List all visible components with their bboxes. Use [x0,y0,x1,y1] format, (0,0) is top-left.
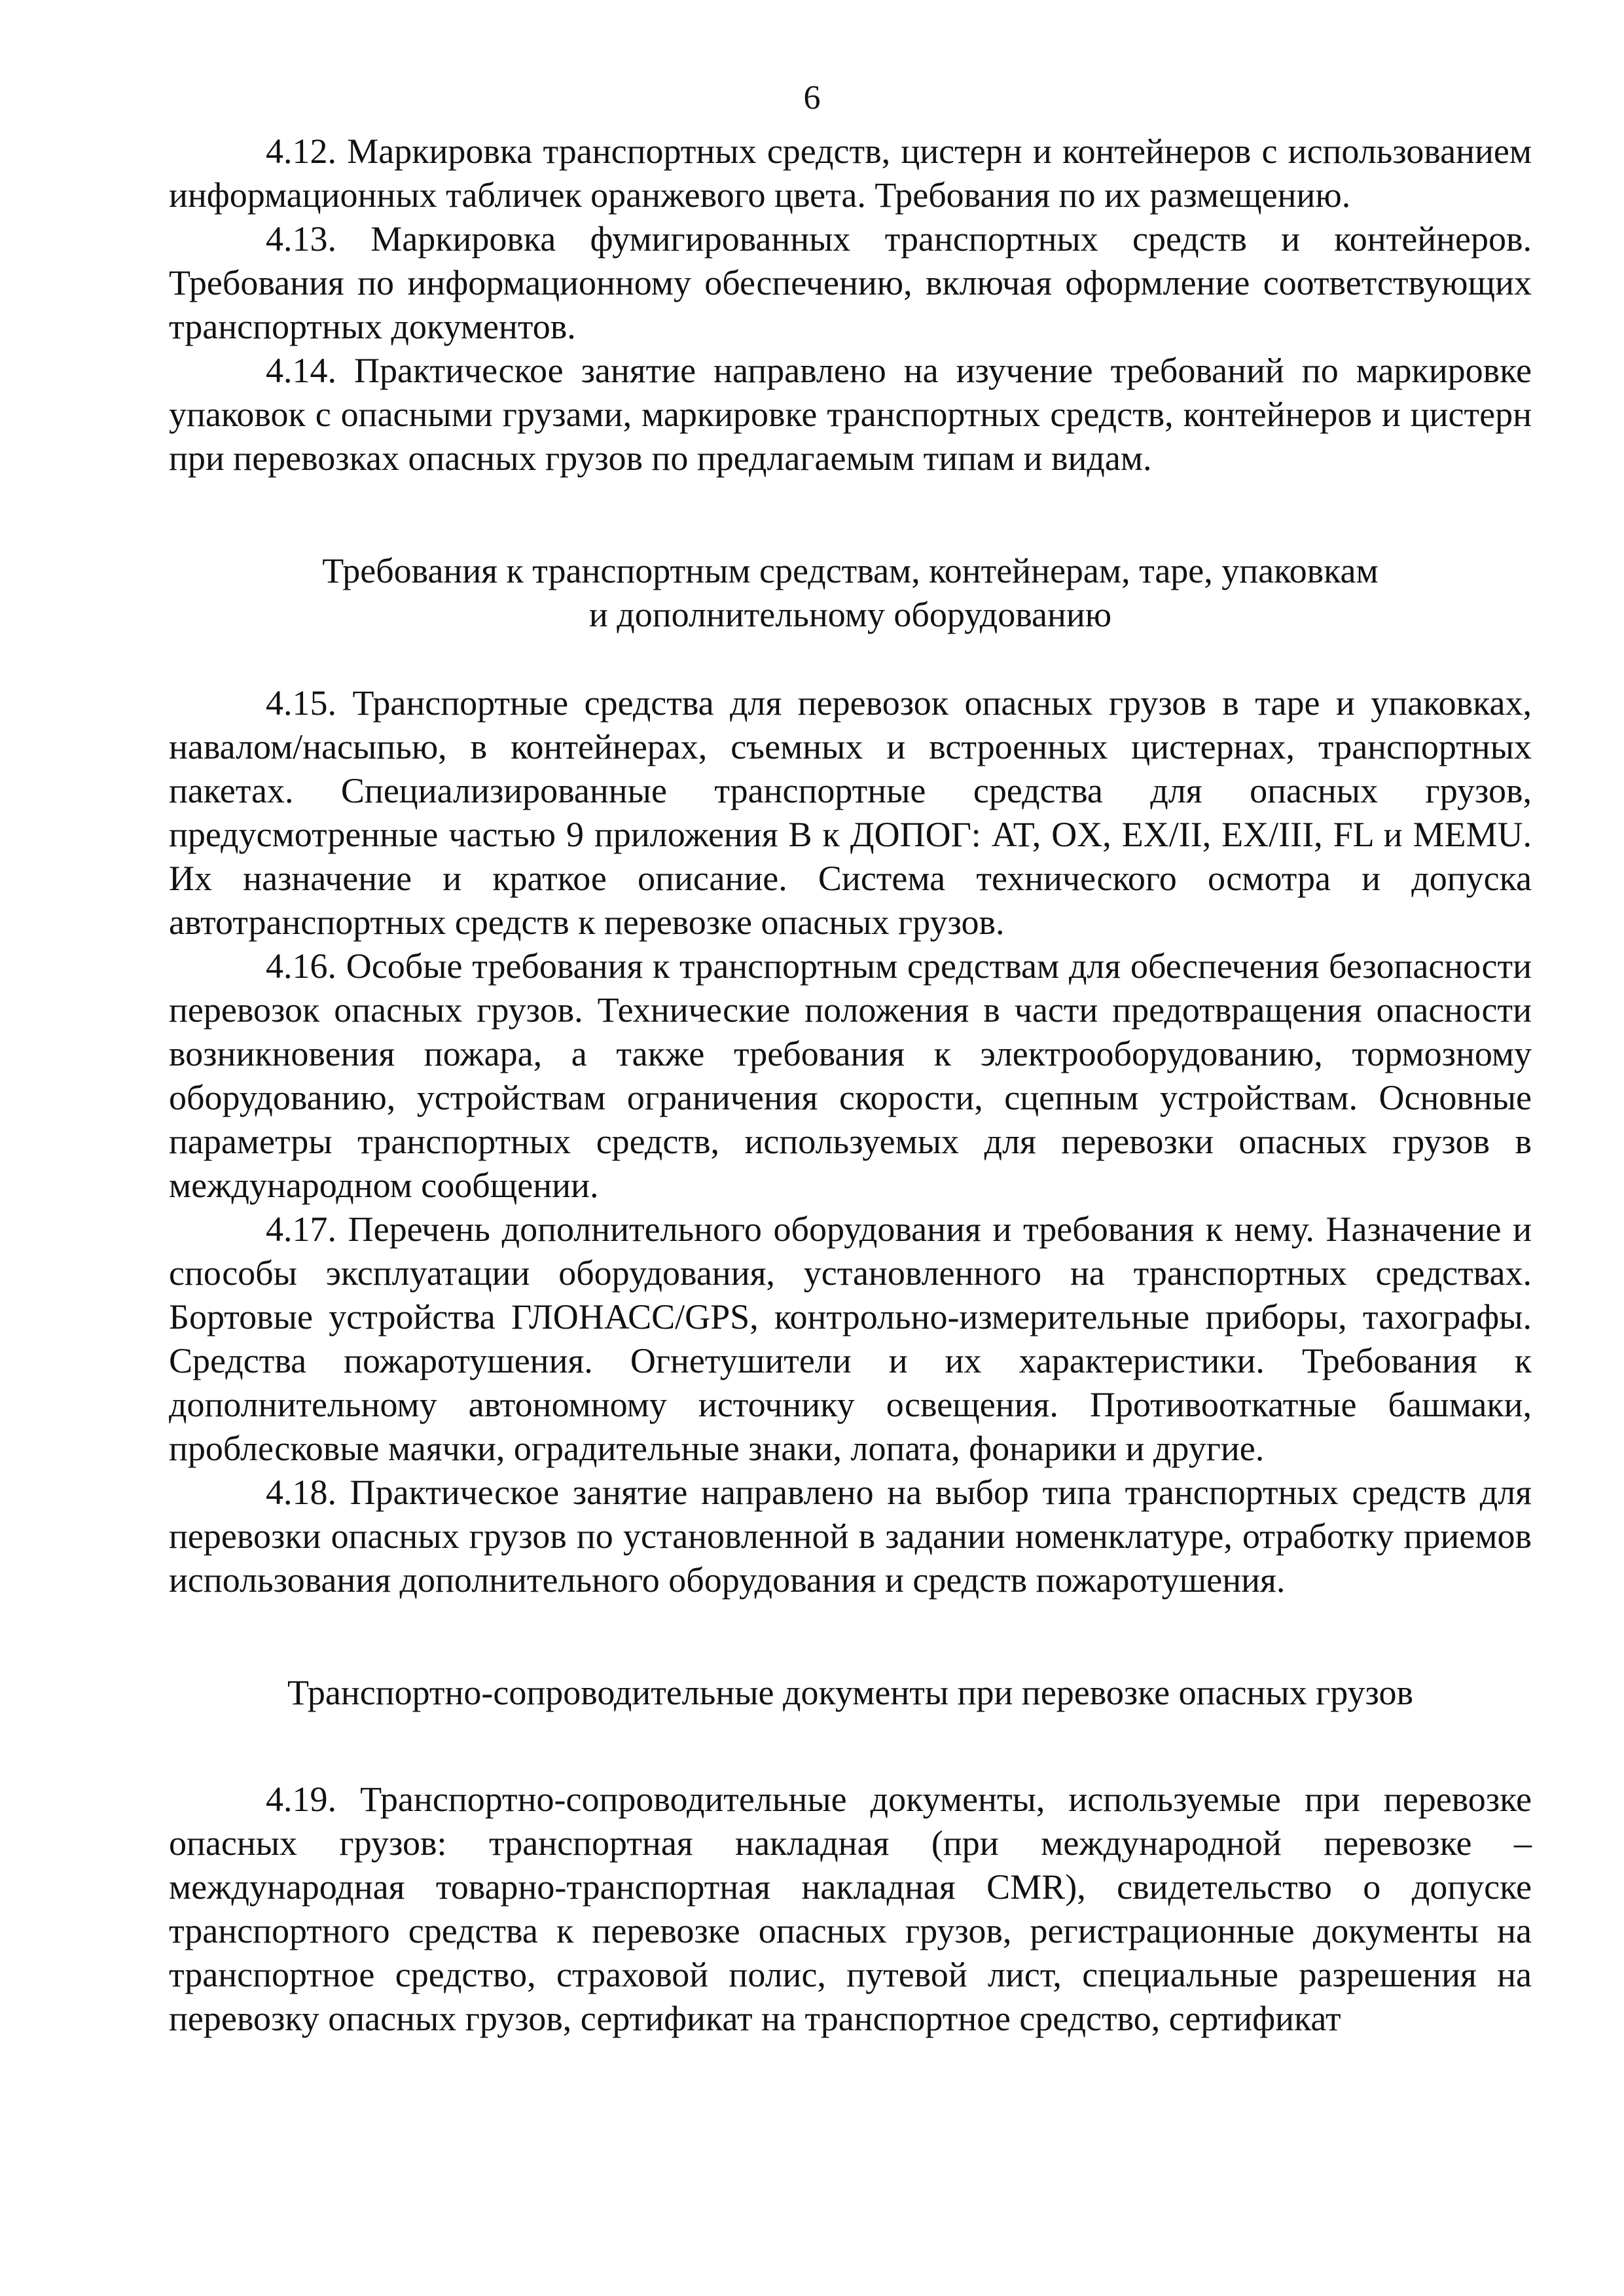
paragraph-4-17: 4.17. Перечень дополнительного оборудования и требования к нему. Назначение и способы эксплуатации оборудования, установленного на транспортных средствах. Бортовые устройства ГЛОНАСС/GPS, контрольно-измерительные приборы, тахографы. Средства пожаротушения. Огнетушители и их характеристики. Требования к дополнительному автономному источнику освещения. Противооткатные башмаки, проблесковые маячки, оградительные знаки, лопата, фонарики и другие. [169,1210,1532,1468]
paragraph-4-16: 4.16. Особые требования к транспортным средствам для обеспечения безопасности перевозок опасных грузов. Технические положения в части предотвращения опасности возникновения пожара, а также требования к электрооборудованию, тормозному оборудованию, устройствам ограничения скорости, сцепным устройствам. Основные параметры транспортных средств, используемых для перевозки опасных грузов в международном сообщении. [169,946,1532,1205]
section-heading-documents [169,1671,1532,1715]
page-number: 6 [803,79,821,117]
paragraph-4-18: 4.18. Практическое занятие направлено на выбор типа транспортных средств для перевозки опасных грузов по установленной в задании номенклатуре, отработку приемов использования дополнительного оборудования и средств пожаротушения. [169,1473,1532,1600]
page-content [169,130,1532,2041]
paragraph-4-13: 4.13. Маркировка фумигированных транспортных средств и контейнеров. Требования по информационному обеспечению, включая оформление соответствующих транспортных документов. [169,219,1532,346]
section-heading-line: Требования к транспортным средствам, контейнерам, таре, упаковкам [322,551,1379,590]
section-heading-line: и дополнительному оборудованию [588,595,1112,634]
paragraph-4-12: 4.12. Маркировка транспортных средств, цистерн и контейнеров с использованием информационных табличек оранжевого цвета. Требования по их размещению. [169,132,1532,215]
paragraph-4-14: 4.14. Практическое занятие направлено на изучение требований по маркировке упаковок с опасными грузами, маркировке транспортных средств, контейнеров и цистерн при перевозках опасных грузов по предлагаемым типам и видам. [169,351,1532,478]
section-heading-vehicles [169,549,1532,637]
paragraph-4-19: 4.19. Транспортно-сопроводительные документы, используемые при перевозке опасных грузов: транспортная накладная (при международной перевозке – международная товарно-транспортная накладная CMR), свидетельство о допуске транспортного средства к перевозке опасных грузов, регистрационные документы на транспортное средство, страховой полис, путевой лист, специальные разрешения на перевозку опасных грузов, сертификат на транспортное средство, сертификат [169,1780,1532,2038]
section-heading-line: Транспортно-сопроводительные документы при перевозке опасных грузов [287,1673,1414,1712]
paragraph-4-15: 4.15. Транспортные средства для перевозок опасных грузов в таре и упаковках, навалом/насыпью, в контейнерах, съемных и встроенных цистернах, транспортных пакетах. Специализированные транспортные средства для опасных грузов, предусмотренные частью 9 приложения В к ДОПОГ: AT, OX, EX/II, EX/III, FL и MEMU. Их назначение и краткое описание. Система технического осмотра и допуска автотранспортных средств к перевозке опасных грузов. [169,683,1532,942]
